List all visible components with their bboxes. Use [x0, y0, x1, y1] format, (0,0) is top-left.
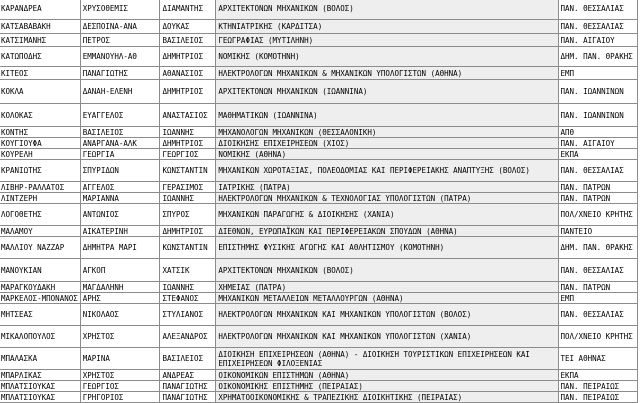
father-name-cell: ΔΗΜΗΤΡΙΟΣ — [160, 47, 216, 67]
table-row — [0, 160, 638, 182]
father-name-cell: ΓΕΩΡΓΙΟΣ — [160, 149, 216, 160]
table-row — [0, 47, 638, 67]
institution-cell: ΠΑΝ. ΘΕΣΣΑΛΙΑΣ — [558, 304, 638, 326]
school-cell: ΔΙΕΘΝΩΝ, ΕΥΡΩΠΑΪΚΩΝ ΚΑΙ ΠΕΡΙΦΕΡΕΙΑΚΩΝ ΣΠΟΥΔΩΝ (ΑΘΗΝΑ) — [216, 226, 558, 237]
school-cell: ΑΡΧΙΤΕΚΤΟΝΩΝ ΜΗΧΑΝΙΚΩΝ (ΙΩΑΝΝΙΝΑ) — [216, 80, 558, 104]
table-row — [0, 348, 638, 370]
name-cell: ΠΑΝΑΓΙΩΤΗΣ — [80, 67, 160, 80]
surname-cell: ΚΟΥΓΙΟΥΦΑ — [0, 138, 80, 149]
table-row — [0, 20, 638, 34]
institution-cell: ΑΠΘ — [558, 127, 638, 138]
institution-cell: ΠΑΝ. ΠΕΙΡΑΙΩΣ — [558, 381, 638, 392]
surname-cell: ΜΑΝΟΥΚΙΑΝ — [0, 259, 80, 282]
surname-cell: ΛΟΓΟΘΕΤΗΣ — [0, 204, 80, 226]
name-cell: ΝΙΚΟΛΑΟΣ — [80, 304, 160, 326]
father-name-cell: ΣΤΕΦΑΝΟΣ — [160, 293, 216, 304]
name-cell: ΔΗΜΗΤΡΑ ΜΑΡΙ — [80, 237, 160, 259]
name-cell: ΓΕΩΡΓΙΟΣ — [80, 381, 160, 392]
surname-cell: ΜΠΑΛΑΣΚΑ — [0, 348, 80, 370]
father-name-cell: ΑΘΑΝΑΣΙΟΣ — [160, 67, 216, 80]
school-cell: ΧΗΜΕΙΑΣ (ΠΑΤΡΑ) — [216, 282, 558, 293]
name-cell: ΜΑΓΔΑΛΗΝΗ — [80, 282, 160, 293]
name-cell: ΒΑΣΙΛΕΙΟΣ — [80, 127, 160, 138]
school-cell: ΜΗΧΑΝΙΚΩΝ ΧΩΡΟΤΑΞΙΑΣ, ΠΟΛΕΟΔΟΜΙΑΣ ΚΑΙ ΠΕΡΙΦΕΡΕΙΑΚΗΣ ΑΝΑΠΤΥΞΗΣ (ΒΟΛΟΣ) — [216, 160, 558, 182]
name-cell: ΣΠΥΡΙΔΩΝ — [80, 160, 160, 182]
institution-cell: ΕΚΠΑ — [558, 370, 638, 381]
school-cell: ΧΡΗΜΑΤΟΟΙΚΟΝΟΜΙΚΗΣ & ΤΡΑΠΕΖΙΚΗΣ ΔΙΟΙΚΗΤΙΚΗΣ (ΠΕΙΡΑΙΑΣ) — [216, 392, 558, 403]
school-cell: ΟΙΚΟΝΟΜΙΚΗΣ ΕΠΙΣΤΗΜΗΣ (ΠΕΙΡΑΙΑΣ) — [216, 381, 558, 392]
institution-cell: ΠΑΝ. ΘΕΣΣΑΛΙΑΣ — [558, 0, 638, 20]
name-cell: ΓΡΗΓΟΡΙΟΣ — [80, 392, 160, 403]
school-cell: ΕΠΙΣΤΗΜΗΣ ΦΥΣΙΚΗΣ ΑΓΩΓΗΣ ΚΑΙ ΑΘΛΗΤΙΣΜΟΥ (ΚΟΜΟΤΗΝΗ) — [216, 237, 558, 259]
school-cell: ΗΛΕΚΤΡΟΛΟΓΩΝ ΜΗΧΑΝΙΚΩΝ & ΜΗΧΑΝΙΚΩΝ ΥΠΟΛΟΓΙΣΤΩΝ (ΑΘΗΝΑ) — [216, 67, 558, 80]
surname-cell: ΜΠΛΑΤΣΙΟΥΚΑΣ — [0, 392, 80, 403]
table-row — [0, 370, 638, 381]
name-cell: ΓΕΩΡΓΙΑ — [80, 149, 160, 160]
table-row — [0, 67, 638, 80]
table-row — [0, 282, 638, 293]
name-cell: ΜΑΡΙΝΑ — [80, 348, 160, 370]
table-row — [0, 138, 638, 149]
table-row — [0, 149, 638, 160]
table-row — [0, 104, 638, 127]
surname-cell: ΚΑΤΣΙΜΑΝΗΣ — [0, 34, 80, 47]
table-row — [0, 204, 638, 226]
name-cell: ΑΓΓΕΛΟΣ — [80, 182, 160, 193]
institution-cell: ΠΑΝ. ΙΩΑΝΝΙΝΩΝ — [558, 80, 638, 104]
table-row — [0, 182, 638, 193]
name-cell: ΧΡΗΣΤΟΣ — [80, 326, 160, 348]
surname-cell: ΜΑΛΑΜΟΥ — [0, 226, 80, 237]
father-name-cell: ΧΑΤΣΙΚ — [160, 259, 216, 282]
surname-cell: ΜΑΡΑΓΚΟΥΔΑΚΗ — [0, 282, 80, 293]
institution-cell: ΠΑΝ. ΘΕΣΣΑΛΙΑΣ — [558, 259, 638, 282]
school-cell: ΗΛΕΚΤΡΟΛΟΓΩΝ ΜΗΧΑΝΙΚΩΝ ΚΑΙ ΜΗΧΑΝΙΚΩΝ ΥΠΟΛΟΓΙΣΤΩΝ (ΧΑΝΙΑ) — [216, 326, 558, 348]
surname-cell: ΚΟΥΡΕΛΗ — [0, 149, 80, 160]
name-cell: ΜΑΡΙΑΝΝΑ — [80, 193, 160, 204]
father-name-cell: ΙΩΑΝΝΗΣ — [160, 127, 216, 138]
name-cell: ΑΓΚΟΠ — [80, 259, 160, 282]
institution-cell: ΕΚΠΑ — [558, 149, 638, 160]
name-cell: ΑΝΤΩΝΙΟΣ — [80, 204, 160, 226]
table-row — [0, 0, 638, 20]
school-cell: ΜΗΧΑΝΙΚΩΝ ΜΕΤΑΛΛΕΙΩΝ ΜΕΤΑΛΛΟΥΡΓΩΝ (ΑΘΗΝΑ) — [216, 293, 558, 304]
name-cell: ΧΡΥΣΟΘΕΜΙΣ — [80, 0, 160, 20]
surname-cell: ΚΑΡΑΝΔΡΕΑ — [0, 0, 80, 20]
table-row — [0, 237, 638, 259]
name-cell: ΑΙΚΑΤΕΡΙΝΗ — [80, 226, 160, 237]
father-name-cell: ΣΤΥΛΙΑΝΟΣ — [160, 304, 216, 326]
surname-cell: ΚΟΚΛΑ — [0, 80, 80, 104]
surname-cell: ΜΙΚΑΛΟΠΟΥΛΟΣ — [0, 326, 80, 348]
table-row — [0, 226, 638, 237]
institution-cell: ΠΑΝ. ΑΙΓΑΙΟΥ — [558, 138, 638, 149]
surname-cell: ΚΡΑΝΙΩΤΗΣ — [0, 160, 80, 182]
name-cell: ΑΝΑΡΓΑΝΑ-ΑΛΚ — [80, 138, 160, 149]
table-row — [0, 304, 638, 326]
surname-cell: ΚΟΝΤΗΣ — [0, 127, 80, 138]
institution-cell: ΠΑΝ. ΠΑΤΡΩΝ — [558, 282, 638, 293]
institution-cell: ΠΑΝ. ΘΕΣΣΑΛΙΑΣ — [558, 20, 638, 34]
school-cell: ΗΛΕΚΤΡΟΛΟΓΩΝ ΜΗΧΑΝΙΚΩΝ & ΤΕΧΝΟΛΟΓΙΑΣ ΥΠΟΛΟΓΙΣΤΩΝ (ΠΑΤΡΑ) — [216, 193, 558, 204]
surname-cell: ΜΑΛΛΙΟΥ ΝΑΖΖΑΡ — [0, 237, 80, 259]
name-cell: ΧΡΗΣΤΟΣ — [80, 370, 160, 381]
institution-cell: ΠΑΝ. ΘΕΣΣΑΛΙΑΣ — [558, 160, 638, 182]
surname-cell: ΜΗΤΣΕΑΣ — [0, 304, 80, 326]
table-row — [0, 34, 638, 47]
father-name-cell: ΔΗΜΗΤΡΙΟΣ — [160, 138, 216, 149]
father-name-cell: ΑΝΔΡΕΑΣ — [160, 370, 216, 381]
father-name-cell: ΚΩΝΣΤΑΝΤΙΝ — [160, 160, 216, 182]
school-cell: ΔΙΟΙΚΗΣΗ ΕΠΙΧΕΙΡΗΣΕΩΝ (ΑΘΗΝΑ) - ΔΙΟΙΚΗΣΗ ΤΟΥΡΙΣΤΙΚΩΝ ΕΠΙΧΕΙΡΗΣΕΩΝ ΚΑΙ ΕΠΙΧΕΙΡΗΣΕΩΝ ΦΙΛΟΞΕΝΙΑΣ — [216, 348, 558, 370]
table-row — [0, 381, 638, 392]
name-cell: ΕΥΑΓΓΕΛΟΣ — [80, 104, 160, 127]
institution-cell: ΔΗΜ. ΠΑΝ. ΘΡΑΚΗΣ — [558, 237, 638, 259]
father-name-cell: ΙΩΑΝΝΗΣ — [160, 193, 216, 204]
table-row — [0, 293, 638, 304]
school-cell: ΓΕΩΓΡΑΦΙΑΣ (ΜΥΤΙΛΗΝΗ) — [216, 34, 558, 47]
school-cell: ΝΟΜΙΚΗΣ (ΑΘΗΝΑ) — [216, 149, 558, 160]
name-cell: ΠΕΤΡΟΣ — [80, 34, 160, 47]
school-cell: ΔΙΟΙΚΗΣΗΣ ΕΠΙΧΕΙΡΗΣΕΩΝ (ΧΙΟΣ) — [216, 138, 558, 149]
father-name-cell: ΔΟΥΚΑΣ — [160, 20, 216, 34]
surname-cell: ΜΠΑΡΛΙΚΑΣ — [0, 370, 80, 381]
name-cell: ΔΕΣΠΟΙΝΑ-ΑΝΑ — [80, 20, 160, 34]
table-row — [0, 127, 638, 138]
institution-cell: ΠΑΝ. ΙΩΑΝΝΙΝΩΝ — [558, 104, 638, 127]
school-cell: ΟΙΚΟΝΟΜΙΚΩΝ ΕΠΙΣΤΗΜΩΝ (ΑΘΗΝΑ) — [216, 370, 558, 381]
surname-cell: ΛΙΒΗΡ-ΡΑΛΛΑΤΟΣ — [0, 182, 80, 193]
surname-cell: ΜΑΡΚΕΛΟΣ-ΜΠΟΝΑΝΟΣ — [0, 293, 80, 304]
father-name-cell: ΣΠΥΡΟΣ — [160, 204, 216, 226]
institution-cell: ΠΑΝ. ΑΙΓΑΙΟΥ — [558, 34, 638, 47]
surname-cell: ΚΟΛΟΚΑΣ — [0, 104, 80, 127]
surname-cell: ΛΙΝΤΖΕΡΗ — [0, 193, 80, 204]
father-name-cell: ΠΑΝΑΓΙΩΤΗΣ — [160, 381, 216, 392]
school-cell: ΚΤΗΝΙΑΤΡΙΚΗΣ (ΚΑΡΔΙΤΣΑ) — [216, 20, 558, 34]
father-name-cell: ΔΗΜΗΤΡΙΟΣ — [160, 80, 216, 104]
school-cell: ΙΑΤΡΙΚΗΣ (ΠΑΤΡΑ) — [216, 182, 558, 193]
name-cell: ΔΑΝΑΗ-ΕΛΕΝΗ — [80, 80, 160, 104]
institution-cell: ΠΟΛ/ΧΝΕΙΟ ΚΡΗΤΗΣ — [558, 204, 638, 226]
school-cell: ΝΟΜΙΚΗΣ (ΚΟΜΟΤΗΝΗ) — [216, 47, 558, 67]
institution-cell: ΔΗΜ. ΠΑΝ. ΘΡΑΚΗΣ — [558, 47, 638, 67]
father-name-cell: ΑΝΑΣΤΑΣΙΟΣ — [160, 104, 216, 127]
father-name-cell: ΓΕΡΑΣΙΜΟΣ — [160, 182, 216, 193]
school-cell: ΜΗΧΑΝΟΛΟΓΩΝ ΜΗΧΑΝΙΚΩΝ (ΘΕΣΣΑΛΟΝΙΚΗ) — [216, 127, 558, 138]
father-name-cell: ΔΙΑΜΑΝΤΗΣ — [160, 0, 216, 20]
father-name-cell: ΠΑΝΑΓΙΩΤΗΣ — [160, 392, 216, 403]
table-row — [0, 392, 638, 403]
table-row — [0, 326, 638, 348]
institution-cell: ΠΑΝΤΕΙΟ — [558, 226, 638, 237]
father-name-cell: ΔΗΜΗΤΡΙΟΣ — [160, 226, 216, 237]
school-cell: ΜΗΧΑΝΙΚΩΝ ΠΑΡΑΓΩΓΗΣ & ΔΙΟΙΚΗΣΗΣ (ΧΑΝΙΑ) — [216, 204, 558, 226]
institution-cell: ΤΕΙ ΑΘΗΝΑΣ — [558, 348, 638, 370]
school-cell: ΑΡΧΙΤΕΚΤΟΝΩΝ ΜΗΧΑΝΙΚΩΝ (ΒΟΛΟΣ) — [216, 259, 558, 282]
surname-cell: ΚΙΤΕΟΣ — [0, 67, 80, 80]
table-row — [0, 80, 638, 104]
school-cell: ΗΛΕΚΤΡΟΛΟΓΩΝ ΜΗΧΑΝΙΚΩΝ ΚΑΙ ΜΗΧΑΝΙΚΩΝ ΥΠΟΛΟΓΙΣΤΩΝ (ΒΟΛΟΣ) — [216, 304, 558, 326]
father-name-cell: ΙΩΑΝΝΗΣ — [160, 282, 216, 293]
name-cell: ΕΜΜΑΝΟΥΗΛ-ΑΘ — [80, 47, 160, 67]
surname-cell: ΚΑΤΣΑΒΑΒΑΚΗ — [0, 20, 80, 34]
table-row — [0, 193, 638, 204]
institution-cell: ΠΟΛ/ΧΝΕΙΟ ΚΡΗΤΗΣ — [558, 326, 638, 348]
father-name-cell: ΒΑΣΙΛΕΙΟΣ — [160, 34, 216, 47]
name-cell: ΑΡΗΣ — [80, 293, 160, 304]
institution-cell: ΠΑΝ. ΠΑΤΡΩΝ — [558, 182, 638, 193]
institution-cell: ΕΜΠ — [558, 67, 638, 80]
institution-cell: ΕΜΠ — [558, 293, 638, 304]
institution-cell: ΠΑΝ. ΠΕΙΡΑΙΩΣ — [558, 392, 638, 403]
school-cell: ΜΑΘΗΜΑΤΙΚΩΝ (ΙΩΑΝΝΙΝΑ) — [216, 104, 558, 127]
institution-cell: ΠΑΝ. ΠΑΤΡΩΝ — [558, 193, 638, 204]
surname-cell: ΚΑΤΩΠΟΔΗΣ — [0, 47, 80, 67]
father-name-cell: ΑΛΕΞΑΝΔΡΟΣ — [160, 326, 216, 348]
table-row — [0, 259, 638, 282]
school-cell: ΑΡΧΙΤΕΚΤΟΝΩΝ ΜΗΧΑΝΙΚΩΝ (ΒΟΛΟΣ) — [216, 0, 558, 20]
surname-cell: ΜΠΛΑΤΣΙΟΥΚΑΣ — [0, 381, 80, 392]
father-name-cell: ΒΑΣΙΛΕΙΟΣ — [160, 348, 216, 370]
father-name-cell: ΚΩΝΣΤΑΝΤΙΝ — [160, 237, 216, 259]
